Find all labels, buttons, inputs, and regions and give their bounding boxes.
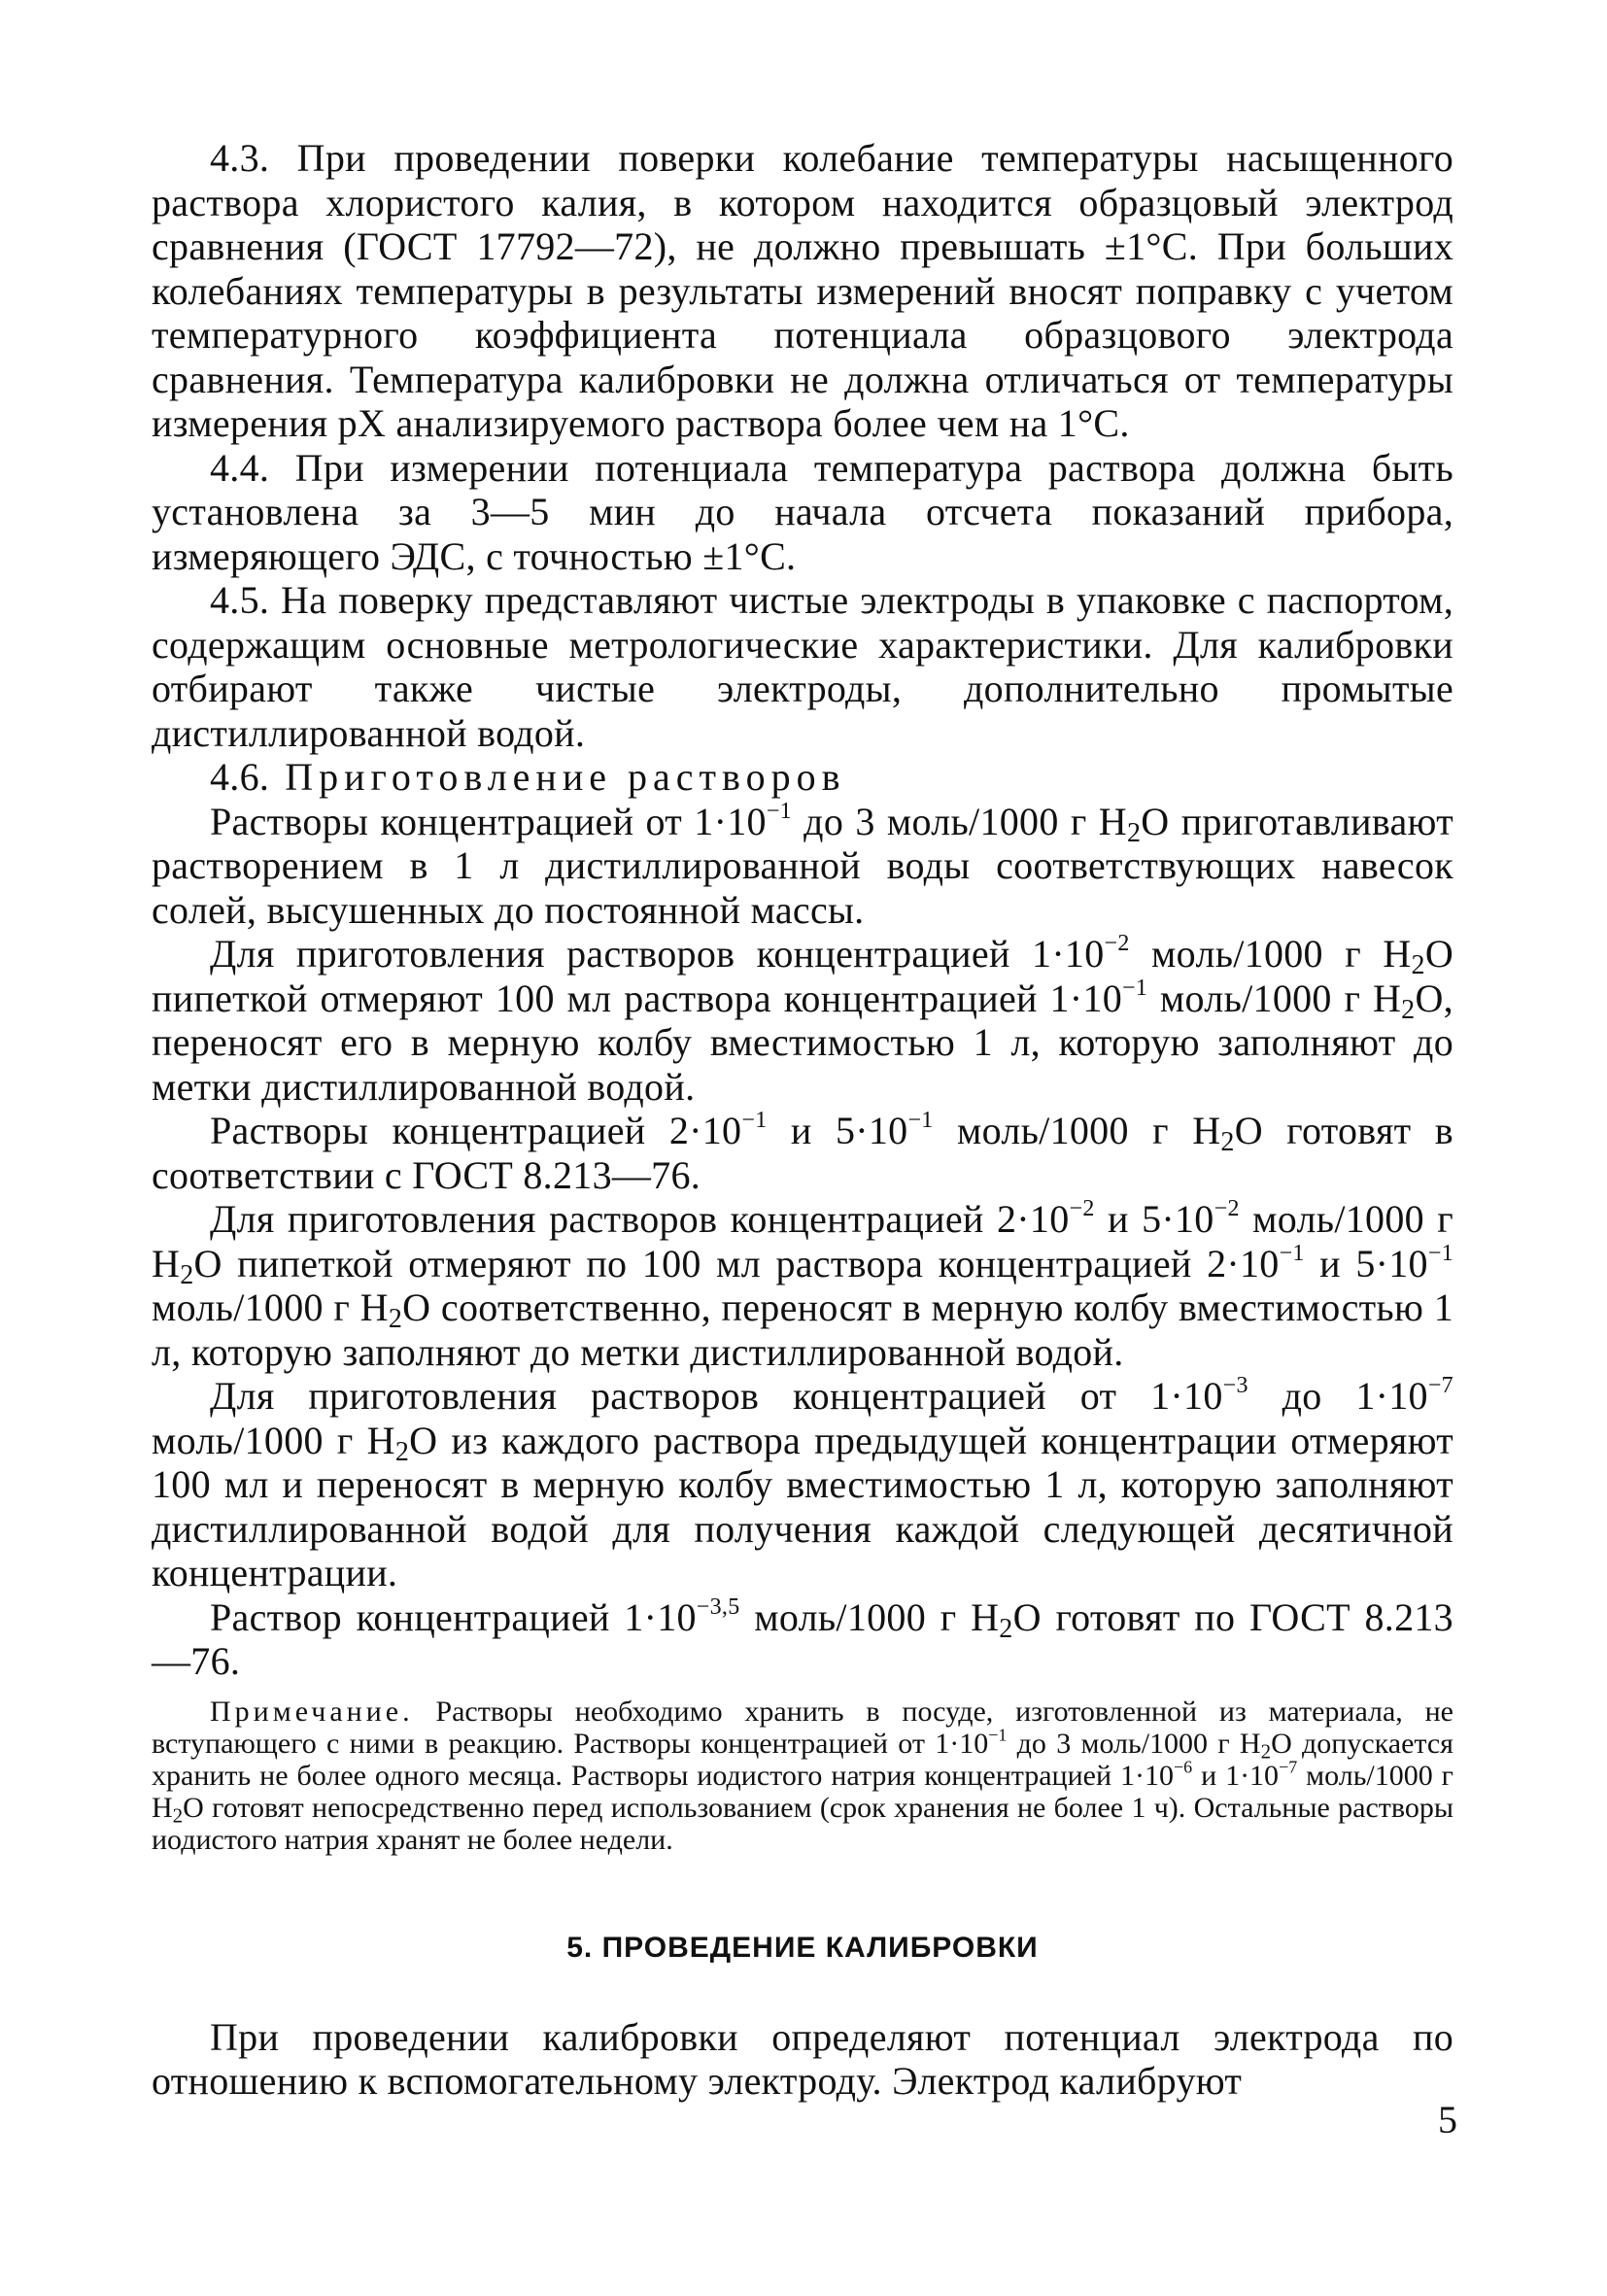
paragraph-4-5: 4.5. На поверку представляют чистые электроды в упаковке с паспортом, содержащим основные метрологические характеристики. Для калибровки отбирают также чистые электроды, дополнительно промытые дистиллированной водой.: [152, 578, 1453, 755]
paragraph-solutions-e: Для приготовления растворов концентрацией от $1\cdot 10^{-3}$ до $1\cdot 10^{-7}$ моль/1000 г $H_2O$ из каждого раствора предыдущей концентрации отмеряют 100 мл и переносят в мерную колбу вместимостью 1 л, которую заполняют дистиллированной водой для получения каждой следующей десятичной концентрации.: [152, 1373, 1454, 1594]
paragraph-solutions-b: Для приготовления растворов концентрацией $1\cdot 10^{-2}$ моль/1000 г $H_2O$ пипеткой отмеряют 100 мл раствора концентрацией $1\cdot 10^{-1}$ моль/1000 г $H_2O$, переносят его в мерную колбу вместимостью 1 л, которую заполняют до метки дистиллированной водой.: [152, 931, 1453, 1109]
note-label: Примечание.: [210, 1695, 414, 1728]
paragraph-solutions-d: Для приготовления растворов концентрацией $2\cdot 10^{-2}$ и $5\cdot 10^{-2}$ моль/1000 г $H_2O$ пипеткой отмеряют по 100 мл раствора концентрацией $2\cdot 10^{-1}$ и $5\cdot 10^{-1}$ моль/1000 г $H_2O$ соответственно, переносят в мерную колбу вместимостью 1 л, которую заполняют до метки дистиллированной водой.: [152, 1196, 1454, 1374]
paragraph-section-5: При проведении калибровки определяют потенциал электрода по отношению к вспомогательному электроду. Электрод калибруют: [152, 2014, 1453, 2103]
subsection-heading-4-6: 4.6. Приготовление растворов: [210, 755, 846, 799]
paragraph-solutions-f: Раствор концентрацией $1\cdot 10^{-3,5}$ моль/1000 г $H_2O$ готовят по ГОСТ 8.213—76.: [152, 1593, 1453, 1683]
note-paragraph: Примечание. Растворы необходимо хранить в посуде, изготовленной из материала, не вступающего с ними в реакцию. Растворы концентрацией от $1\cdot 10^{-1}$ до 3 моль/1000 г $H_2O$ допускается хранить не более одного месяца. Растворы иодистого натрия концентрацией $1\cdot 10^{-6}$ и $1\cdot 10^{-7}$ моль/1000 г $H_2O$ готовят непосредственно перед использованием (срок хранения не более 1 ч). Остальные растворы иодистого натрия хранят не более недели.: [152, 1695, 1453, 1856]
paragraph-4-4: 4.4. При измерении потенциала температура раствора должна быть установлена за 3—5 мин до начала отсчета показаний прибора, измеряющего ЭДС, с точностью ±1°С.: [152, 445, 1453, 578]
paragraph-4-3: 4.3. При проведении поверки колебание температуры насыщенного раствора хлористого калия, в котором находится образцовый электрод сравнения (ГОСТ 17792—72), не должно превышать ±1°С. При больших колебаниях температуры в результаты измерений вносят поправку с учетом температурного коэффициента потенциала образцового электрода сравнения. Температура калибровки не должна отличаться от температуры измерения pX анализируемого раствора более чем на 1°С.: [152, 136, 1453, 445]
text-body: [152, 136, 1453, 2104]
page-number: 5: [1438, 2098, 1457, 2142]
section-title: 5. ПРОВЕДЕНИЕ КАЛИБРОВКИ: [566, 1931, 1039, 1964]
paragraph-solutions-c: Растворы концентрацией $2\cdot 10^{-1}$ и $5\cdot 10^{-1}$ моль/1000 г $H_2O$ готовят в соответствии с ГОСТ 8.213—76.: [152, 1108, 1453, 1197]
paragraph-solutions-a: Растворы концентрацией от $1\cdot 10^{-1}$ до 3 моль/1000 г $H_2O$ приготавливают растворением в 1 л дистиллированной воды соответствующих навесок солей, высушенных до постоянной массы.: [152, 798, 1453, 932]
